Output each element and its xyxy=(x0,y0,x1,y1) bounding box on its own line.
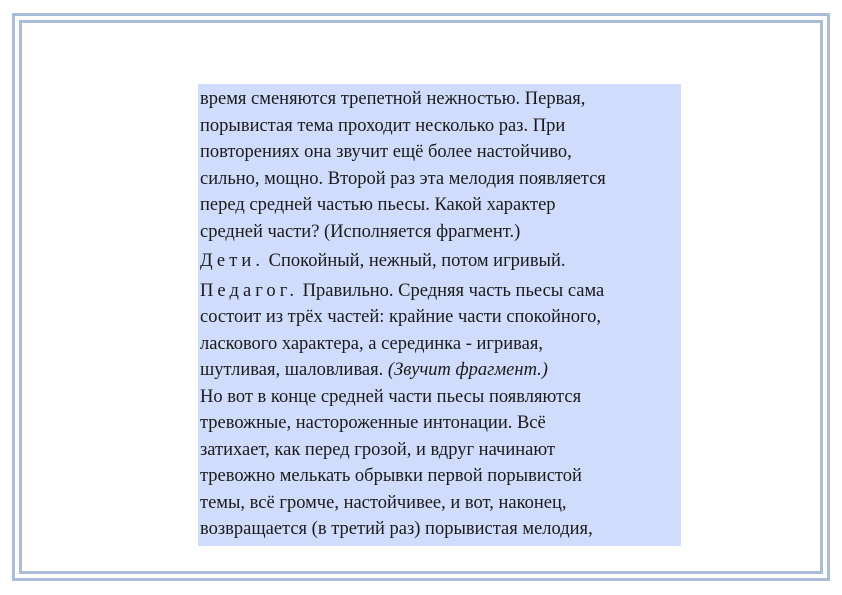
text-line: тревожные, настороженные интонации. Всё xyxy=(200,413,546,433)
dialogue-text: Правильно. Средняя часть пьесы сама xyxy=(298,280,605,301)
dialogue-text: Спокойный, нежный, потом игривый. xyxy=(264,251,566,271)
text-line: ласкового характера, а серединка - игривая, xyxy=(200,333,543,354)
paragraph-3 xyxy=(200,278,681,384)
text-line: возвращается (в третий раз) порывистая мелодия, xyxy=(200,519,593,539)
text-line: затихает, как перед грозой, и вдруг начинают xyxy=(200,439,556,460)
paragraph-4 xyxy=(200,384,681,543)
text-line: повторениях она звучит ещё более настойчиво, xyxy=(200,142,572,162)
dialogue-text: шутливая, шаловливая. xyxy=(200,360,388,380)
text-line: тревожно мелькать обрывки первой порывистой xyxy=(200,466,582,486)
speaker-name: Дети. xyxy=(200,251,265,271)
text-line: время сменяются трепетной нежностью. Первая, xyxy=(200,89,586,109)
text-block xyxy=(198,84,681,546)
text-line xyxy=(200,357,681,384)
paragraph-2 xyxy=(200,248,681,275)
text-line: Но вот в конце средней части пьесы появляются xyxy=(200,386,582,407)
text-line: темы, всё громче, настойчивее, и вот, наконец, xyxy=(200,492,567,513)
text-line xyxy=(200,248,681,275)
text-line: перед средней частью пьесы. Какой характер xyxy=(200,195,556,215)
speaker-name: Педагог. xyxy=(200,280,299,301)
paragraph-1 xyxy=(200,86,681,245)
text-line xyxy=(200,278,681,305)
text-line: состоит из трёх частей: крайние части спокойного, xyxy=(200,307,602,327)
stage-direction: (Звучит фрагмент.) xyxy=(387,360,548,380)
text-line: средней части? (Исполняется фрагмент.) xyxy=(200,221,521,242)
text-line: сильно, мощно. Второй раз эта мелодия появляется xyxy=(200,168,606,189)
text-line: порывистая тема проходит несколько раз. При xyxy=(200,115,566,136)
